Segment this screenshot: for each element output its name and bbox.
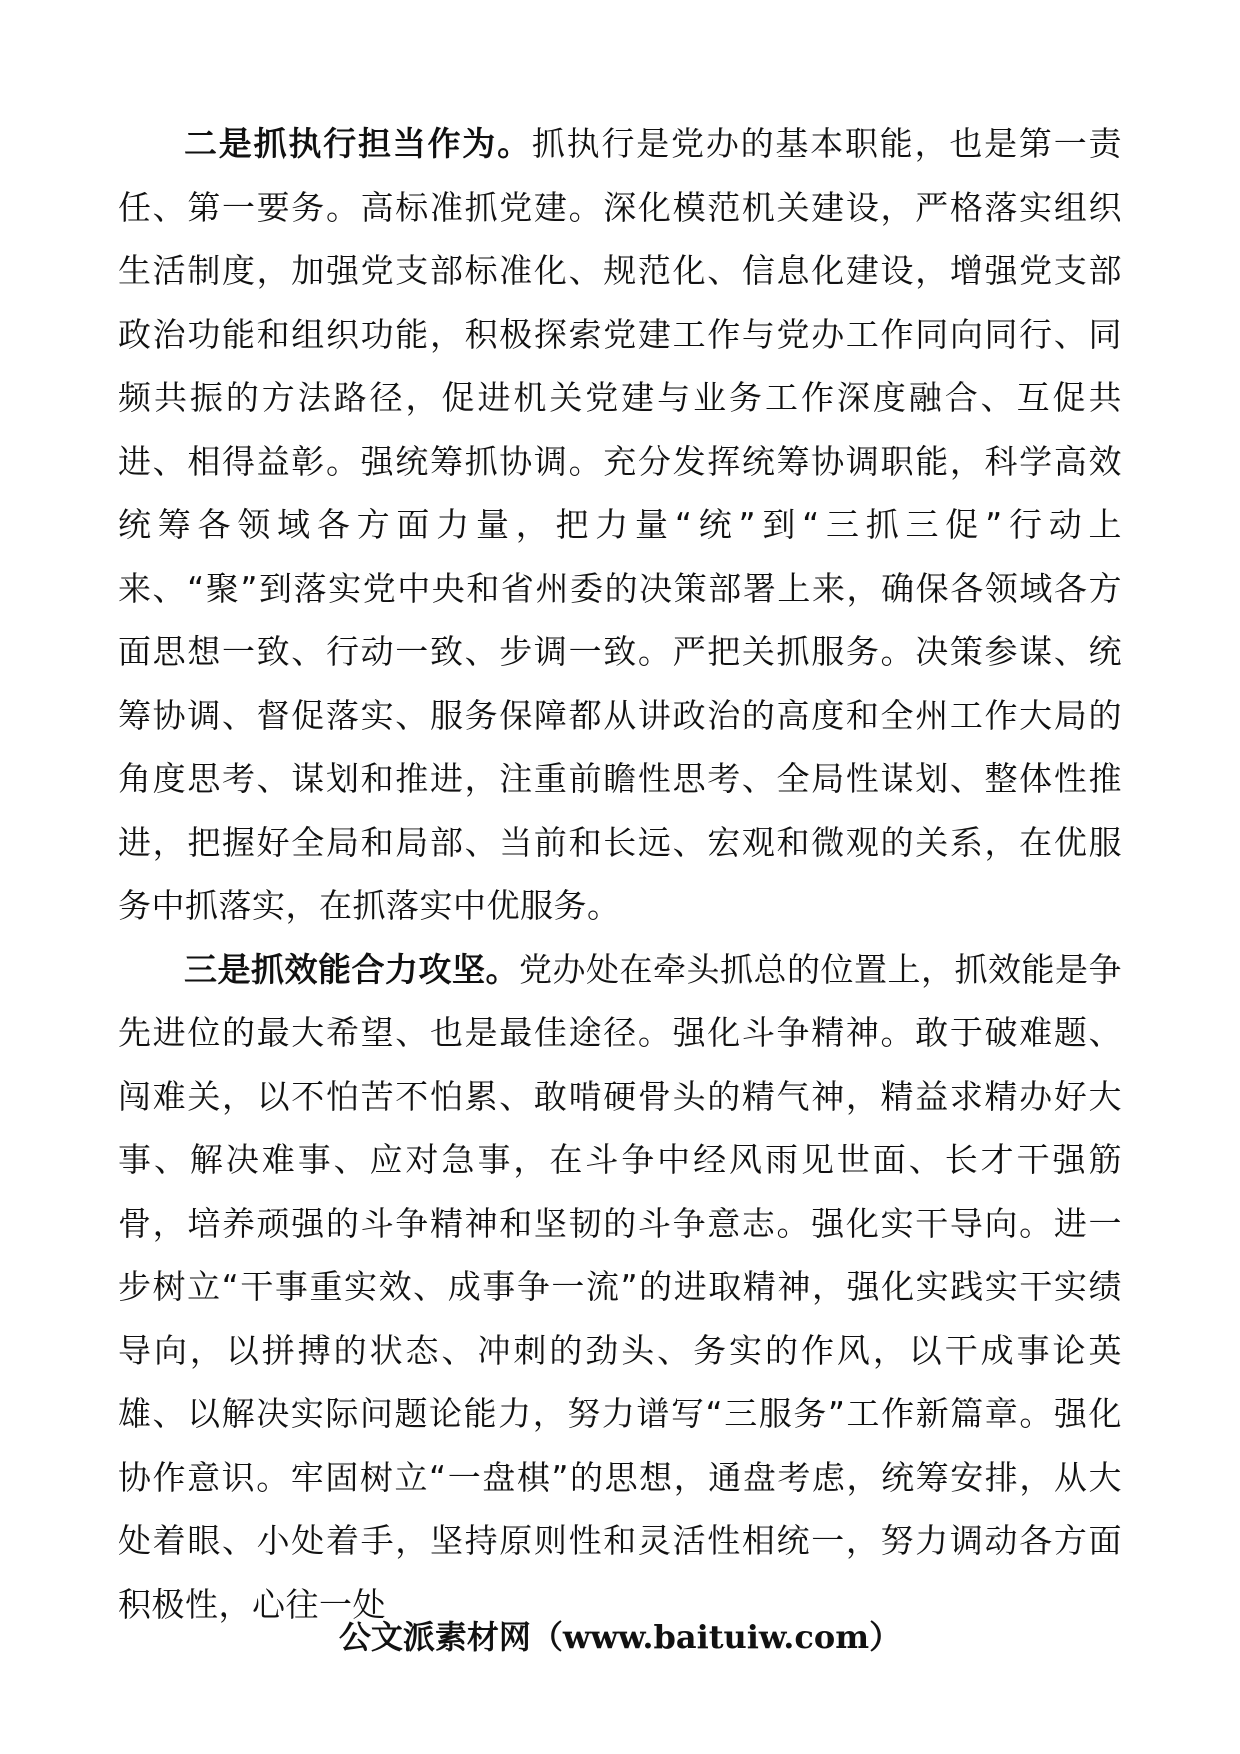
paragraph-3-text: 党办处在牵头抓总的位置上，抓效能是争先进位的最大希望、也是最佳途径。强化斗争精神。敢于破难题、闯难关，以不怕苦不怕累、敢啃硬骨头的精气神，精益求精办好大事、解决难事、应对急事，在斗争中经风雨见世面、长才干强筋骨，培养顽强的斗争精神和坚韧的斗争意志。强化实干导向。进一步树立“干事重实效、成事争一流”的进取精神，强化实践实干实绩导向，以拼搏的状态、冲刺的劲头、务实的作风，以干成事论英雄、以解决实际问题论能力，努力谱写“三服务”工作新篇章。强化协作意识。牢固树立“一盘棋”的思想，通盘考虑，统筹安排，从大处着眼、小处着手，坚持原则性和灵活性相统一，努力调动各方面积极性，心往一处: [118, 949, 1122, 1624]
paragraph-2: [118, 112, 1122, 938]
document-body: [118, 112, 1122, 1636]
paragraph-3: [118, 938, 1122, 1637]
paragraph-2-heading: 二是抓执行担当作为。: [184, 124, 532, 163]
paragraph-3-heading: 三是抓效能合力攻坚。: [184, 949, 519, 989]
footer-watermark-text: 公文派素材网（www.baituiw.com）: [338, 1618, 902, 1656]
paragraph-2-text: 抓执行是党办的基本职能，也是第一责任、第一要务。高标准抓党建。深化模范机关建设，严格落实组织生活制度，加强党支部标准化、规范化、信息化建设，增强党支部政治功能和组织功能，积极探索党建工作与党办工作同向同行、同频共振的方法路径，促进机关党建与业务工作深度融合、互促共进、相得益彰。强统筹抓协调。充分发挥统筹协调职能，科学高效统筹各领域各方面力量，把力量“统”到“三抓三促”行动上来、“聚”到落实党中央和省州委的决策部署上来，确保各领域各方面思想一致、行动一致、步调一致。严把关抓服务。决策参谋、统筹协调、督促落实、服务保障都从讲政治的高度和全州工作大局的角度思考、谋划和推进，注重前瞻性思考、全局性谋划、整体性推进，把握好全局和局部、当前和长远、宏观和微观的关系，在优服务中抓落实，在抓落实中优服务。: [118, 124, 1123, 925]
